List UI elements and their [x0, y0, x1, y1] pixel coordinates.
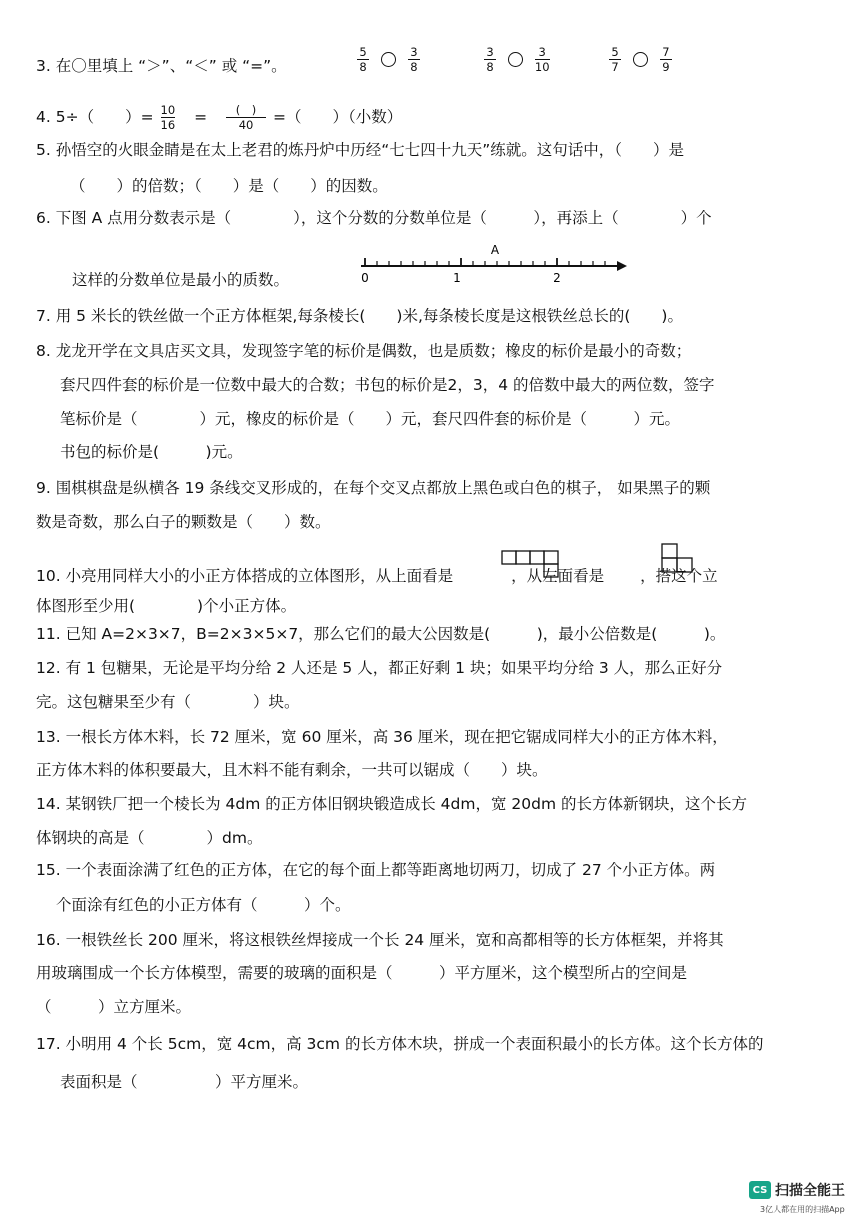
cs-icon: CS: [749, 1181, 771, 1199]
brand-name: 扫描全能王: [775, 1183, 845, 1199]
question-16-line-2: 用玻璃围成一个长方体模型，需要的玻璃的面积是（ ）平方厘米，这个模型所占的空间是: [36, 964, 688, 982]
question-12-line-2: 完。这包糖果至少有（ ）块。: [36, 693, 300, 711]
point-a-label: A: [490, 243, 500, 257]
question-17-line-1: 17. 小明用 4 个长 5cm，宽 4cm，高 3cm 的长方体木块，拼成一个表面积最小的长方体。这个长方体的: [36, 1035, 764, 1053]
question-4-suffix: =（ ）（小数）: [272, 108, 403, 126]
question-3-text: 3. 在〇里填上 “＞”、“＜” 或 “=”。: [36, 57, 287, 75]
q10-text-3: ，搭这个立: [640, 567, 718, 585]
question-13-line-1: 13. 一根长方体木料，长 72 厘米，宽 60 厘米，高 36 厘米，现在把它锯成同样大小的正方体木料，: [36, 728, 728, 746]
question-6-line-2: 这样的分数单位是最小的质数。: [72, 271, 290, 289]
question-15-line-2: 个面涂有红色的小正方体有（ ）个。: [56, 896, 351, 914]
q3-compare-2: [482, 46, 552, 73]
question-8-line-3: 笔标价是（ ）元，橡皮的标价是（ ）元，套尺四件套的标价是（ ）元。: [60, 410, 681, 428]
arrow-head: [617, 261, 627, 271]
question-17-line-2: 表面积是（ ）平方厘米。: [60, 1073, 309, 1091]
question-9-line-1: 9. 围棋棋盘是纵横各 19 条线交叉形成的，在每个交叉点都放上黑色或白色的棋子， 如果黑子的颗: [36, 479, 711, 497]
question-4: [36, 104, 402, 131]
question-10-line-1: [36, 566, 718, 586]
fraction: $\frac{5}{8}$: [357, 46, 369, 73]
question-12-line-1: 12. 有 1 包糖果，无论是平均分给 2 人还是 5 人，都正好剩 1 块；如果平均分给 3 人，那么正好分: [36, 659, 723, 677]
q10-text-2: ，从左面看是: [511, 567, 605, 585]
question-13-line-2: 正方体木料的体积要最大，且木料不能有剩余，一共可以锯成（ ）块。: [36, 761, 548, 779]
question-15-line-1: 15. 一个表面涂满了红色的正方体，在它的每个面上都等距离地切两刀，切成了 27 个小正方体。两: [36, 861, 716, 879]
question-6-line-1: 6. 下图 A 点用分数表示是（ ），这个分数的分数单位是（ ），再添上（ ）个: [36, 209, 712, 227]
question-9-line-2: 数是奇数，那么白子的颗数是（ ）数。: [36, 513, 331, 531]
question-14-line-1: 14. 某钢铁厂把一个棱长为 4dm 的正方体旧钢块锻造成长 4dm，宽 20dm 的长方体新钢块，这个长方: [36, 795, 747, 813]
question-10-line-2: 体图形至少用( )个小正方体。: [36, 597, 297, 615]
q3-compare-3: [607, 46, 674, 73]
fraction: $\frac{3}{10}$: [534, 45, 550, 74]
question-14-line-2: 体钢块的高是（ ）dm。: [36, 829, 263, 847]
fraction: $\frac{7}{9}$: [660, 46, 672, 73]
question-3: [36, 56, 287, 76]
q10-text-1: 10. 小亮用同样大小的小正方体搭成的立体图形，从上面看是: [36, 567, 454, 585]
tick-marks: [365, 258, 605, 266]
fraction: $\frac{3}{8}$: [408, 46, 420, 73]
question-16-line-3: （ ）立方厘米。: [36, 998, 192, 1016]
question-16-line-1: 16. 一根铁丝长 200 厘米，将这根铁丝焊接成一个长 24 厘米，宽和高都相等的长方体框架，并将其: [36, 931, 724, 949]
question-8-line-2: 套尺四件套的标价是一位数中最大的合数；书包的标价是2，3，4 的倍数中最大的两位数，签字: [60, 376, 715, 394]
question-7: 7. 用 5 米长的铁丝做一个正方体框架,每条棱长( )米,每条棱长度是这根铁丝总长的( )。: [36, 307, 683, 325]
compare-circle[interactable]: [508, 52, 523, 67]
question-5-line-1: 5. 孙悟空的火眼金睛是在太上老君的炼丹炉中历经“七七四十九天”练就。这句话中，（ ）是: [36, 141, 685, 159]
number-line: [355, 236, 635, 286]
question-11: 11. 已知 A=2×3×7，B=2×3×5×7，那么它们的最大公因数是( )，最小公倍数是( )。: [36, 625, 726, 643]
fraction: $\frac{3}{8}$: [484, 46, 496, 73]
fraction: $\frac{10}{16}$: [160, 103, 176, 132]
equals-sign: =: [194, 108, 208, 126]
brand-tagline: 3亿人都在用的扫描App: [760, 1205, 845, 1214]
camscanner-logo: [749, 1180, 845, 1200]
compare-circle[interactable]: [633, 52, 648, 67]
question-5-line-2: （ ）的倍数；（ ）是（ ）的因数。: [70, 177, 388, 195]
compare-circle[interactable]: [381, 52, 396, 67]
fraction: $\frac{5}{7}$: [609, 46, 621, 73]
question-4-prefix: 4. 5÷（ ）=: [36, 108, 154, 126]
left-view-figure: [660, 542, 696, 582]
question-8-line-4: 书包的标价是( )元。: [60, 443, 243, 461]
question-8-line-1: 8. 龙龙开学在文具店买文具，发现签字笔的标价是偶数，也是质数；橡皮的标价是最小的奇数；: [36, 342, 692, 360]
tick-label-0: 0: [361, 271, 369, 285]
tick-label-1: 1: [453, 271, 461, 285]
q3-compare-1: [355, 46, 422, 73]
tick-label-2: 2: [553, 271, 561, 285]
top-view-figure: [501, 548, 563, 580]
fraction: $\frac{( )}{40}$: [226, 104, 266, 131]
